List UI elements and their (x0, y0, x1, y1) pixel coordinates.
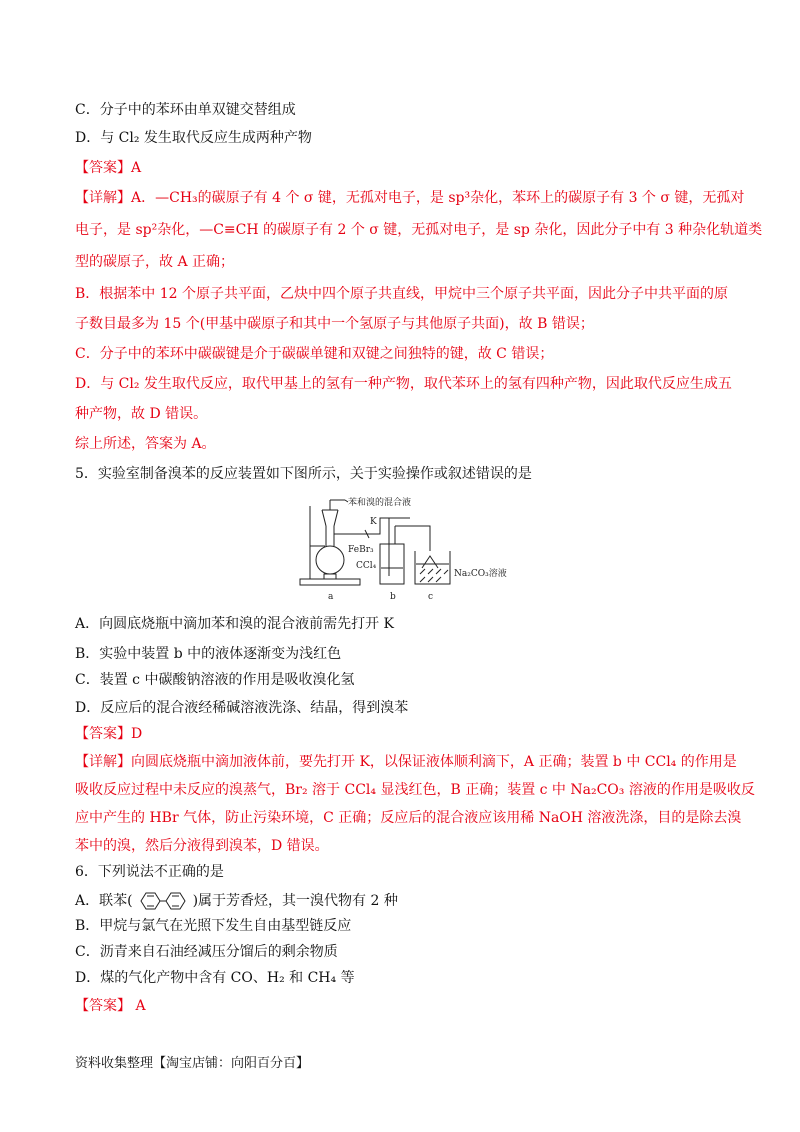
explanation-q4-line3: 型的碳原子，故 A 正确； (75, 254, 235, 270)
option-d-q6: D．煤的气化产物中含有 CO、H₂ 和 CH₄ 等 (75, 970, 355, 986)
label-na2co3: Na₂CO₃溶液 (454, 569, 507, 579)
option-c-q5: C．装置 c 中碳酸钠溶液的作用是吸收溴化氢 (75, 672, 355, 688)
explanation-q5-line3: 应中产生的 HBr 气体，防止污染环境，C 正确；反应后的混合液应该用稀 NaOH 溶液洗涤，目的是除去溴 (75, 810, 742, 826)
explanation-q5-line1: 【详解】向圆底烧瓶中滴加液体前，要先打开 K，以保证液体顺利滴下，A 正确；装置 b 中 CCl₄ 的作用是 (75, 754, 737, 770)
option-a-q6 (75, 890, 398, 912)
label-mix: 苯和溴的混合液 (348, 498, 412, 508)
option-a-q5: A．向圆底烧瓶中滴加苯和溴的混合液前需先打开 K (75, 616, 395, 632)
option-d-q4: D．与 Cl₂ 发生取代反应生成两种产物 (75, 130, 312, 146)
question-6-stem: 6．下列说法不正确的是 (75, 864, 224, 880)
beaker-c (415, 551, 450, 584)
question-5-stem: 5．实验室制备溴苯的反应装置如下图所示，关于实验操作或叙述错误的是 (75, 466, 532, 482)
option-c-q4: C．分子中的苯环由单双键交替组成 (75, 102, 296, 118)
explanation-q4-line5: 子数目最多为 15 个(甲基中碳原子和其中一个氢原子与其他原子共面)，故 B 错误； (75, 316, 594, 332)
flask-a (316, 546, 344, 574)
explanation-q4-line4: B．根据苯中 12 个原子共平面，乙炔中四个原子共直线，甲烷中三个原子共平面，因此分子中共平面的原 (75, 286, 729, 302)
option-b-q5: B．实验中装置 b 中的液体逐渐变为浅红色 (75, 646, 342, 662)
explanation-q4-line7: D．与 Cl₂ 发生取代反应，取代甲基上的氢有一种产物，取代苯环上的氢有四种产物，因此取代反应生成五 (75, 376, 732, 392)
answer-q5: 【答案】D (75, 726, 143, 742)
bottle-b (380, 544, 404, 584)
biphenyl-structure-icon (133, 890, 193, 912)
explanation-q4-line6: C．分子中的苯环中碳碳键是介于碳碳单键和双键之间独特的键，故 C 错误； (75, 346, 554, 362)
label-c: c (428, 592, 434, 602)
option-c-q6: C．沥青来自石油经减压分馏后的剩余物质 (75, 944, 338, 960)
option-a-q6-suffix: )属于芳香烃，其一溴代物有 2 种 (192, 893, 398, 909)
stand-base (300, 579, 360, 585)
explanation-q5-line4: 苯中的溴，然后分液得到溴苯，D 错误。 (75, 838, 329, 854)
option-d-q5: D．反应后的混合液经稀碱溶液洗涤、结晶，得到溴苯 (75, 700, 409, 716)
explanation-q4-line8: 种产物，故 D 错误。 (75, 406, 208, 422)
option-b-q6: B．甲烷与氯气在光照下发生自由基型链反应 (75, 918, 352, 934)
apparatus-figure (290, 496, 520, 606)
label-ccl4: CCl₄ (356, 561, 377, 571)
page-footer: 资料收集整理【淘宝店铺：向阳百分百】 (75, 1056, 310, 1071)
option-a-q6-prefix: A．联苯( (75, 893, 133, 909)
explanation-q4-line2: 电子，是 sp²杂化，—C≡CH 的碳原子有 2 个 σ 键，无孤对电子，是 sp 杂化，因此分子中有 3 种杂化轨道类 (75, 222, 763, 238)
answer-q4: 【答案】A (75, 160, 142, 176)
answer-q6: 【答案】 A (75, 998, 146, 1014)
label-febr3: FeBr₃ (348, 545, 374, 555)
label-a: a (328, 592, 334, 602)
explanation-q4-line1: 【详解】A．—CH₃的碳原子有 4 个 σ 键，无孤对电子，是 sp³杂化，苯环上的碳原子有 3 个 σ 键，无孤对 (75, 190, 745, 206)
label-k: K (370, 517, 377, 527)
explanation-q4-summary: 综上所述，答案为 A。 (75, 436, 216, 452)
label-b: b (390, 592, 396, 602)
explanation-q5-line2: 吸收反应过程中未反应的溴蒸气，Br₂ 溶于 CCl₄ 显浅红色，B 正确；装置 c 中 Na₂CO₃ 溶液的作用是吸收反 (75, 782, 755, 798)
